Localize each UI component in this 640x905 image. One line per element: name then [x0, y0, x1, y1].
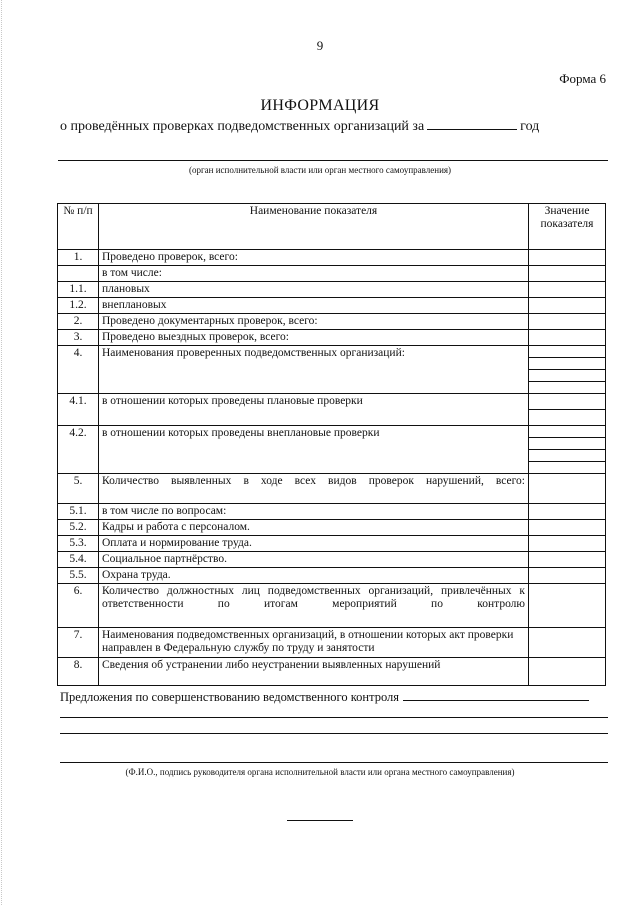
- row-num: 4.: [58, 346, 99, 394]
- row-label: Количество выявленных в ходе всех видов проверок нарушений, всего:: [99, 474, 529, 504]
- table-row: [58, 298, 606, 314]
- row-num: 5.4.: [58, 552, 99, 568]
- table-row: [58, 504, 606, 520]
- row-num: 5.3.: [58, 536, 99, 552]
- row-label: Количество должностных лиц подведомственных организаций, привлечённых к ответственности по итогам мероприятий по контролю: [99, 584, 529, 628]
- row-label: Наименования проверенных подведомственных организаций:: [99, 346, 529, 394]
- table-row: [58, 520, 606, 536]
- header-name: Наименование показателя: [99, 204, 529, 250]
- row-label: в отношении которых проведены внеплановые проверки: [99, 426, 529, 474]
- signature-caption: (Ф.И.О., подпись руководителя органа исполнительной власти или органа местного самоуправления): [125, 767, 515, 777]
- row-label: Охрана труда.: [99, 568, 529, 584]
- row-label: Проведено выездных проверок, всего:: [99, 330, 529, 346]
- proposals-line-3[interactable]: [60, 733, 608, 734]
- document-subtitle: [60, 117, 539, 135]
- row-value[interactable]: [529, 504, 606, 520]
- row-label: Кадры и работа с персоналом.: [99, 520, 529, 536]
- org-line: [58, 160, 608, 161]
- document-title: ИНФОРМАЦИЯ: [260, 97, 380, 114]
- row-value[interactable]: [529, 584, 606, 628]
- subtitle-year-word: год: [520, 119, 540, 134]
- table-row: [58, 426, 606, 474]
- row-value[interactable]: [529, 250, 606, 266]
- subtitle-text: о проведённых проверках подведомственных организаций за: [60, 119, 425, 134]
- row-value-multi[interactable]: [529, 346, 606, 394]
- proposals-line: [60, 690, 589, 705]
- table-row: [58, 628, 606, 658]
- page-number: 9: [316, 38, 324, 53]
- table-row: [58, 330, 606, 346]
- table-row: [58, 552, 606, 568]
- row-value[interactable]: [529, 474, 606, 504]
- proposals-label: Предложения по совершенствованию ведомственного контроля: [60, 690, 400, 704]
- end-divider: [287, 820, 353, 821]
- table-row: [58, 282, 606, 298]
- table-row: [58, 474, 606, 504]
- row-num: 5.1.: [58, 504, 99, 520]
- row-value[interactable]: [529, 536, 606, 552]
- form-label: Форма 6: [559, 71, 606, 86]
- table-row: [58, 394, 606, 426]
- header-num: № п/п: [58, 204, 99, 250]
- row-label: Оплата и нормирование труда.: [99, 536, 529, 552]
- row-num: 3.: [58, 330, 99, 346]
- row-num: 4.2.: [58, 426, 99, 474]
- row-num: 6.: [58, 584, 99, 628]
- table-row: [58, 314, 606, 330]
- row-num: 7.: [58, 628, 99, 658]
- row-label: в том числе по вопросам:: [99, 504, 529, 520]
- table-row: [58, 568, 606, 584]
- table-row: [58, 346, 606, 394]
- row-num: 1.1.: [58, 282, 99, 298]
- row-label: Наименования подведомственных организаций, в отношении которых акт проверки направлен в Федеральную службу по труду и занятости: [99, 628, 529, 658]
- row-value-multi[interactable]: [529, 394, 606, 426]
- row-label: Проведено проверок, всего:: [99, 250, 529, 266]
- row-num: [58, 266, 99, 282]
- row-value[interactable]: [529, 628, 606, 658]
- row-num: 5.5.: [58, 568, 99, 584]
- table-row: [58, 536, 606, 552]
- row-label: Проведено документарных проверок, всего:: [99, 314, 529, 330]
- row-value[interactable]: [529, 568, 606, 584]
- row-value[interactable]: [529, 552, 606, 568]
- proposals-line-2[interactable]: [60, 717, 608, 718]
- year-blank: [427, 117, 517, 130]
- table-row: [58, 658, 606, 686]
- row-value[interactable]: [529, 520, 606, 536]
- row-num: 5.2.: [58, 520, 99, 536]
- row-num: 2.: [58, 314, 99, 330]
- table-row: [58, 250, 606, 266]
- row-label: внеплановых: [99, 298, 529, 314]
- row-num: 5.: [58, 474, 99, 504]
- row-value[interactable]: [529, 314, 606, 330]
- org-caption: (орган исполнительной власти или орган местного самоуправления): [188, 165, 452, 175]
- signature-line[interactable]: [60, 762, 608, 763]
- table-row: [58, 584, 606, 628]
- row-label: плановых: [99, 282, 529, 298]
- row-value[interactable]: [529, 330, 606, 346]
- row-label: Социальное партнёрство.: [99, 552, 529, 568]
- row-value[interactable]: [529, 658, 606, 686]
- row-value[interactable]: [529, 282, 606, 298]
- row-value[interactable]: [529, 298, 606, 314]
- row-value[interactable]: [529, 266, 606, 282]
- row-num: 1.: [58, 250, 99, 266]
- header-value: Значение показателя: [529, 204, 606, 250]
- row-label: в том числе:: [99, 266, 529, 282]
- row-value-multi[interactable]: [529, 426, 606, 474]
- table-header-row: [58, 204, 606, 250]
- proposals-blank[interactable]: [403, 690, 589, 701]
- row-label: Сведения об устранении либо неустранении выявленных нарушений: [99, 658, 529, 686]
- indicators-table: [57, 203, 606, 686]
- row-num: 1.2.: [58, 298, 99, 314]
- table-row: [58, 266, 606, 282]
- row-num: 8.: [58, 658, 99, 686]
- row-label: в отношении которых проведены плановые проверки: [99, 394, 529, 426]
- row-num: 4.1.: [58, 394, 99, 426]
